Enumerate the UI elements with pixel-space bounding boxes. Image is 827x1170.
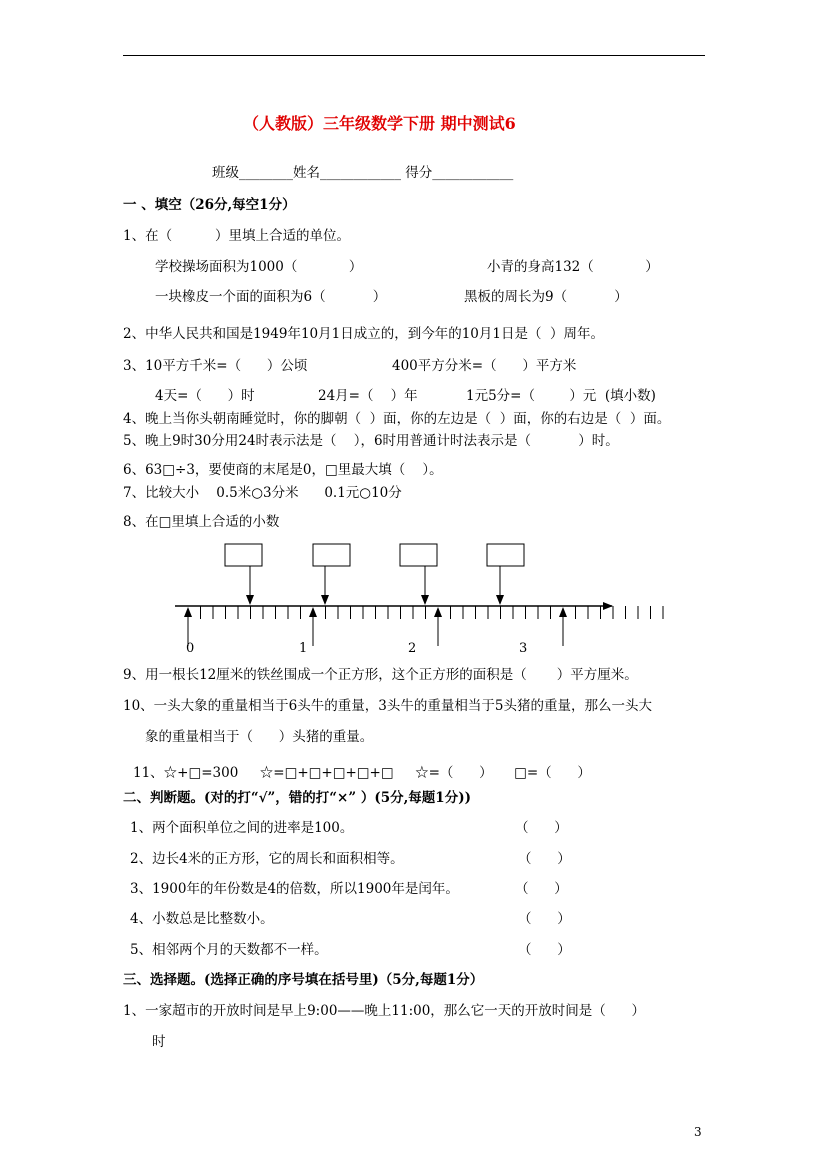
answer-box-1 — [225, 544, 262, 566]
question-1d: 黑板的周长为9（ ） — [464, 289, 628, 305]
number-label-0: 0 — [186, 641, 195, 656]
judge-5: 5、相邻两个月的天数都不一样。 — [130, 942, 328, 958]
question-1: 1、在（ ）里填上合适的单位。 — [123, 228, 351, 244]
question-8: 8、在□里填上合适的小数 — [123, 514, 280, 530]
question-1c: 一块橡皮一个面的面积为6（ ） — [155, 289, 387, 305]
judge-4: 4、小数总是比整数小。 — [130, 911, 274, 927]
number-label-3: 3 — [519, 641, 528, 656]
judge-2: 2、边长4米的正方形，它的周长和面积相等。 — [130, 851, 404, 867]
question-6: 6、63□÷3，要使商的末尾是0，□里最大填（ ）。 — [123, 462, 443, 478]
page-title: （人教版）三年级数学下册 期中测试6 — [243, 114, 516, 133]
judge-4-paren: （ ） — [518, 911, 571, 927]
question-10a: 10、一头大象的重量相当于6头牛的重量，3头牛的重量相当于5头猪的重量，那么一头大 — [123, 698, 652, 714]
judge-3-paren: （ ） — [515, 881, 568, 897]
question-3d: 24月=（ ）年 — [318, 388, 418, 404]
answer-box-3 — [400, 544, 437, 566]
question-4: 4、晚上当你头朝南睡觉时，你的脚朝（ ）面，你的左边是（ ）面，你的右边是（ ）面。 — [123, 411, 671, 427]
judge-2-paren: （ ） — [518, 851, 571, 867]
judge-1: 1、两个面积单位之间的进率是100。 — [130, 820, 354, 836]
section3-heading: 三、选择题。(选择正确的序号填在括号里)（5分,每题1分） — [123, 972, 484, 988]
page-number: 3 — [694, 1125, 702, 1139]
question-7: 7、比较大小 0.5米○3分米 0.1元○10分 — [123, 485, 402, 501]
question-2: 2、中华人民共和国是1949年10月1日成立的，到今年的10月1日是（ ）周年。 — [123, 326, 605, 342]
question-1a: 学校操场面积为1000（ ） — [155, 259, 363, 275]
judge-5-paren: （ ） — [518, 942, 571, 958]
question-3e: 1元5分=（ ）元 (填小数) — [466, 388, 656, 404]
number-label-2: 2 — [408, 641, 417, 656]
question-1b: 小青的身高132（ ） — [487, 259, 659, 275]
judge-3: 3、1900年的年份数是4的倍数，所以1900年是闰年。 — [130, 881, 459, 897]
number-line-ticks — [201, 606, 664, 619]
question-3c: 4天=（ ）时 — [155, 388, 255, 404]
number-label-1: 1 — [299, 641, 308, 656]
question-11: 11、☆+□=300 ☆=□+□+□+□+□ ☆=（ ） □=（ ） — [133, 765, 591, 781]
section1-heading: 一 、填空（26分,每空1分） — [123, 197, 296, 213]
section2-heading: 二、判断题。(对的打“√”，错的打“×” ）(5分,每题1分)) — [123, 790, 471, 806]
choice-1a: 1、一家超市的开放时间是早上9:00——晚上11:00，那么它一天的开放时间是（ ） — [123, 1003, 646, 1019]
question-9: 9、用一根长12厘米的铁丝围成一个正方形，这个正方形的面积是（ ）平方厘米。 — [123, 667, 638, 683]
judge-1-paren: （ ） — [515, 820, 568, 836]
question-10b: 象的重量相当于（ ）头猪的重量。 — [145, 729, 374, 745]
info-line: 班级________姓名____________ 得分____________ — [212, 165, 514, 181]
answer-box-2 — [313, 544, 350, 566]
question-3b: 400平方分米=（ ）平方米 — [392, 358, 577, 374]
question-5: 5、晚上9时30分用24时表示法是（ ），6时用普通计时法表示是（ ）时。 — [123, 433, 619, 449]
choice-1b: 时 — [152, 1034, 166, 1050]
question-3a: 3、10平方千米=（ ）公顷 — [123, 358, 308, 374]
answer-box-4 — [487, 544, 524, 566]
